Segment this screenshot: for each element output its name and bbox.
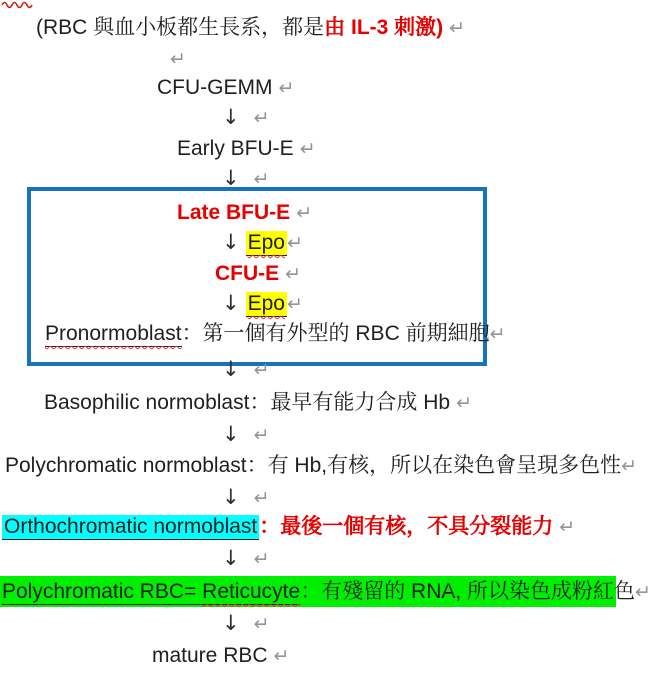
step-pronormoblast — [45, 320, 506, 348]
step-cfu-e — [215, 260, 301, 288]
pilcrow-mark: ↵ — [278, 77, 295, 99]
step-label-highlighted: Orthochromatic normoblast — [4, 515, 258, 538]
down-arrow-icon: ↓ — [222, 291, 240, 315]
step-label: Early BFU-E — [177, 137, 294, 160]
step-reticulocyte — [0, 576, 651, 608]
down-arrow-icon: ↓ — [222, 485, 240, 509]
step-label: Polychromatic RBC= — [2, 580, 203, 603]
intro-line — [36, 14, 465, 42]
pilcrow-mark: ↵ — [253, 424, 270, 446]
arrow-row — [222, 545, 270, 573]
step-label: CFU-GEMM — [157, 76, 273, 99]
pilcrow-mark: ↵ — [253, 359, 270, 381]
down-arrow-icon: ↓ — [222, 105, 240, 129]
down-arrow-icon: ↓ — [222, 230, 240, 254]
down-arrow-icon: ↓ — [222, 546, 240, 570]
pilcrow-mark: ↵ — [449, 17, 466, 39]
pilcrow-mark: ↵ — [286, 232, 303, 254]
step-late-bfu-e — [177, 199, 312, 227]
step-description: ：有 Hb,有核，所以在染色會呈現多色性 — [246, 454, 622, 477]
reticulocyte-highlight-band — [0, 576, 651, 607]
pilcrow-mark: ↵ — [559, 516, 576, 538]
step-label: Polychromatic normoblast — [5, 454, 247, 477]
pilcrow-mark: ↵ — [253, 168, 270, 190]
down-arrow-icon: ↓ — [222, 422, 240, 446]
arrow-row — [222, 484, 270, 512]
step-description-red: ：最後一個有核，不具分裂能力 — [259, 515, 554, 538]
pilcrow-mark: ↵ — [285, 263, 302, 285]
step-label: Late BFU-E — [177, 201, 291, 224]
step-description: ：有殘留的 RNA, 所以染色成粉紅色 — [300, 580, 636, 603]
step-orthochromatic-normoblast — [2, 513, 575, 541]
step-polychromatic-normoblast — [5, 452, 637, 480]
pilcrow-mark: ↵ — [273, 645, 290, 667]
arrow-row — [222, 421, 270, 449]
down-arrow-icon: ↓ — [222, 166, 240, 190]
step-label: Basophilic normoblast — [44, 391, 250, 414]
epo-highlight: Epo — [247, 292, 285, 315]
step-label: mature RBC — [152, 644, 268, 667]
arrow-epo-row — [222, 290, 303, 318]
pilcrow-mark: ↵ — [296, 202, 313, 224]
pilcrow-mark: ↵ — [299, 138, 316, 160]
pilcrow-mark: ↵ — [286, 293, 303, 315]
arrow-row — [222, 356, 270, 384]
step-description: ：第一個有外型的 RBC 前期細胞 — [181, 322, 490, 345]
step-description: ：最早有能力合成 Hb — [249, 391, 451, 414]
intro-red-text: 由 IL-3 刺激) — [324, 16, 444, 39]
down-arrow-icon: ↓ — [222, 357, 240, 381]
empty-paragraph — [170, 45, 186, 73]
pilcrow-mark: ↵ — [253, 107, 270, 129]
step-basophilic-normoblast — [44, 389, 472, 417]
pilcrow-mark: ↵ — [635, 581, 651, 603]
down-arrow-icon: ↓ — [222, 611, 240, 635]
arrow-row — [222, 104, 270, 132]
epo-highlight: Epo — [247, 231, 285, 254]
pilcrow-mark: ↵ — [621, 455, 638, 477]
step-mature-rbc — [152, 642, 289, 670]
pilcrow-mark: ↵ — [253, 487, 270, 509]
step-label: CFU-E — [215, 262, 280, 285]
step-cfu-gemm — [157, 74, 294, 102]
intro-text: (RBC 與血小板都生長系，都是 — [36, 16, 325, 39]
reticulocyte-word: Reticucyte — [202, 580, 301, 603]
pilcrow-mark: ↵ — [170, 48, 186, 70]
arrow-epo-row — [222, 229, 303, 257]
red-squiggle-artifact — [1, 0, 33, 10]
pilcrow-mark: ↵ — [456, 392, 473, 414]
step-early-bfu-e — [177, 135, 316, 163]
step-label: Pronormoblast — [45, 322, 182, 345]
arrow-row — [222, 610, 270, 638]
pilcrow-mark: ↵ — [253, 613, 270, 635]
pilcrow-mark: ↵ — [253, 548, 270, 570]
pilcrow-mark: ↵ — [489, 323, 506, 345]
